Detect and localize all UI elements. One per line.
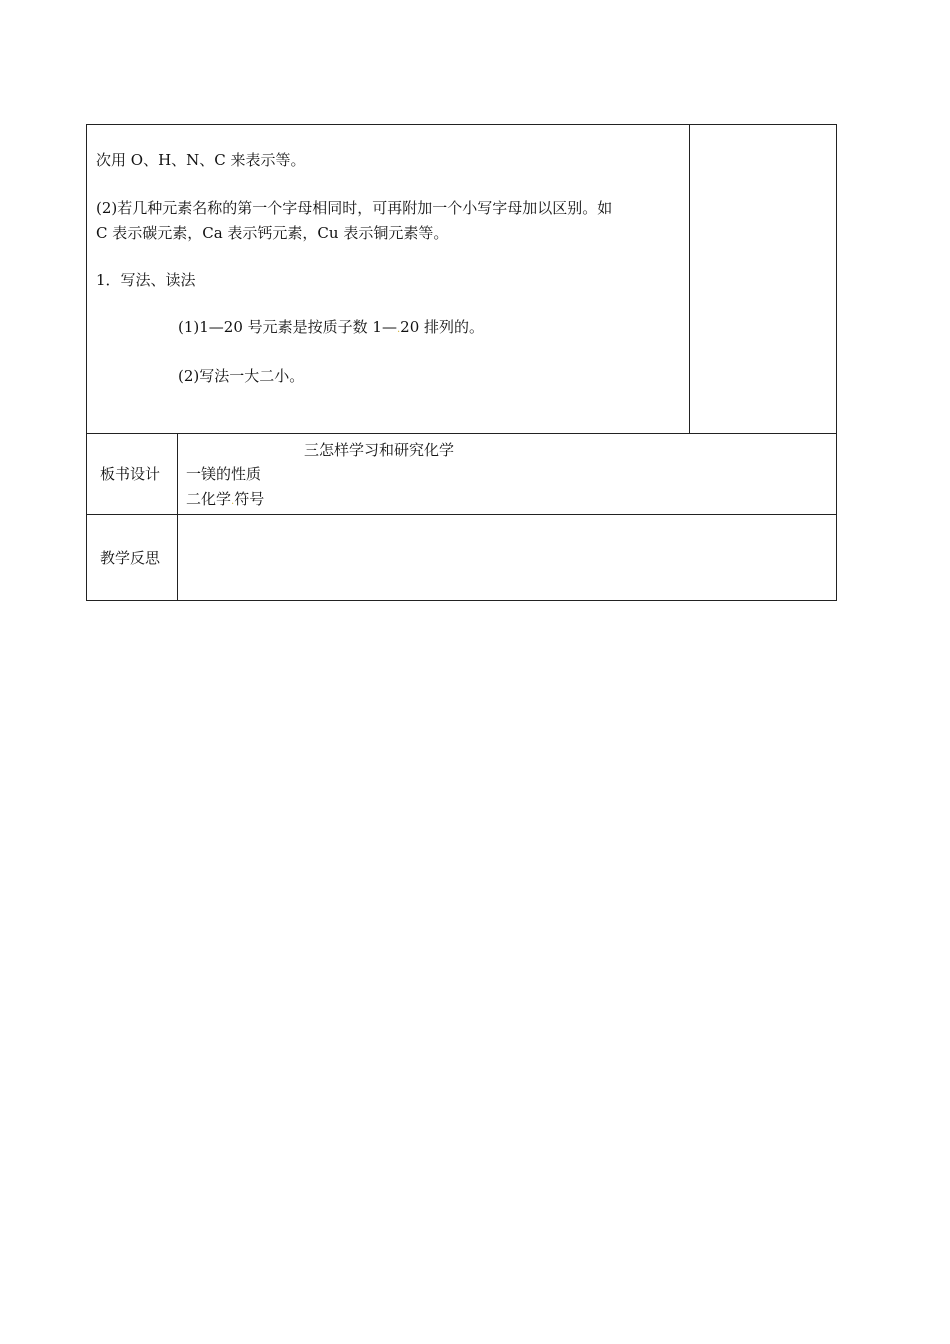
content-line-2: (2)若几种元素名称的第一个字母相同时，可再附加一个小写字母加以区别。如 [96,199,613,217]
board-design-content-cell [177,433,837,515]
content-item-1-part-a: (1)1—20 号元素是按质子数 1— [178,318,397,336]
yellow-mark-icon: . [396,324,401,335]
content-item-1 [178,317,484,340]
reflection-content-cell [177,514,837,601]
board-design-point-2-part-b: 符号 [234,490,265,508]
content-line-1: 次用 O、H、N、C 来表示等。 [96,151,306,169]
board-design-point-2-part-a: 二化学 [186,490,232,508]
content-line-3: C 表示碳元素，Ca 表示钙元素，Cu 表示铜元素等。 [96,224,449,242]
content-item-1-part-b: 20 排列的。 [400,318,485,336]
content-heading: 1．写法、读法 [96,271,196,289]
yellow-mark-icon: . [231,496,235,507]
board-design-point-1: 一镁的性质 [186,465,262,483]
board-design-title: 三怎样学习和研究化学 [304,441,455,459]
board-design-point-2 [186,489,264,512]
reflection-label: 教学反思 [100,549,161,567]
board-design-label: 板书设计 [100,465,161,483]
content-item-2: (2)写法一大二小。 [178,367,305,385]
side-cell [689,124,837,434]
